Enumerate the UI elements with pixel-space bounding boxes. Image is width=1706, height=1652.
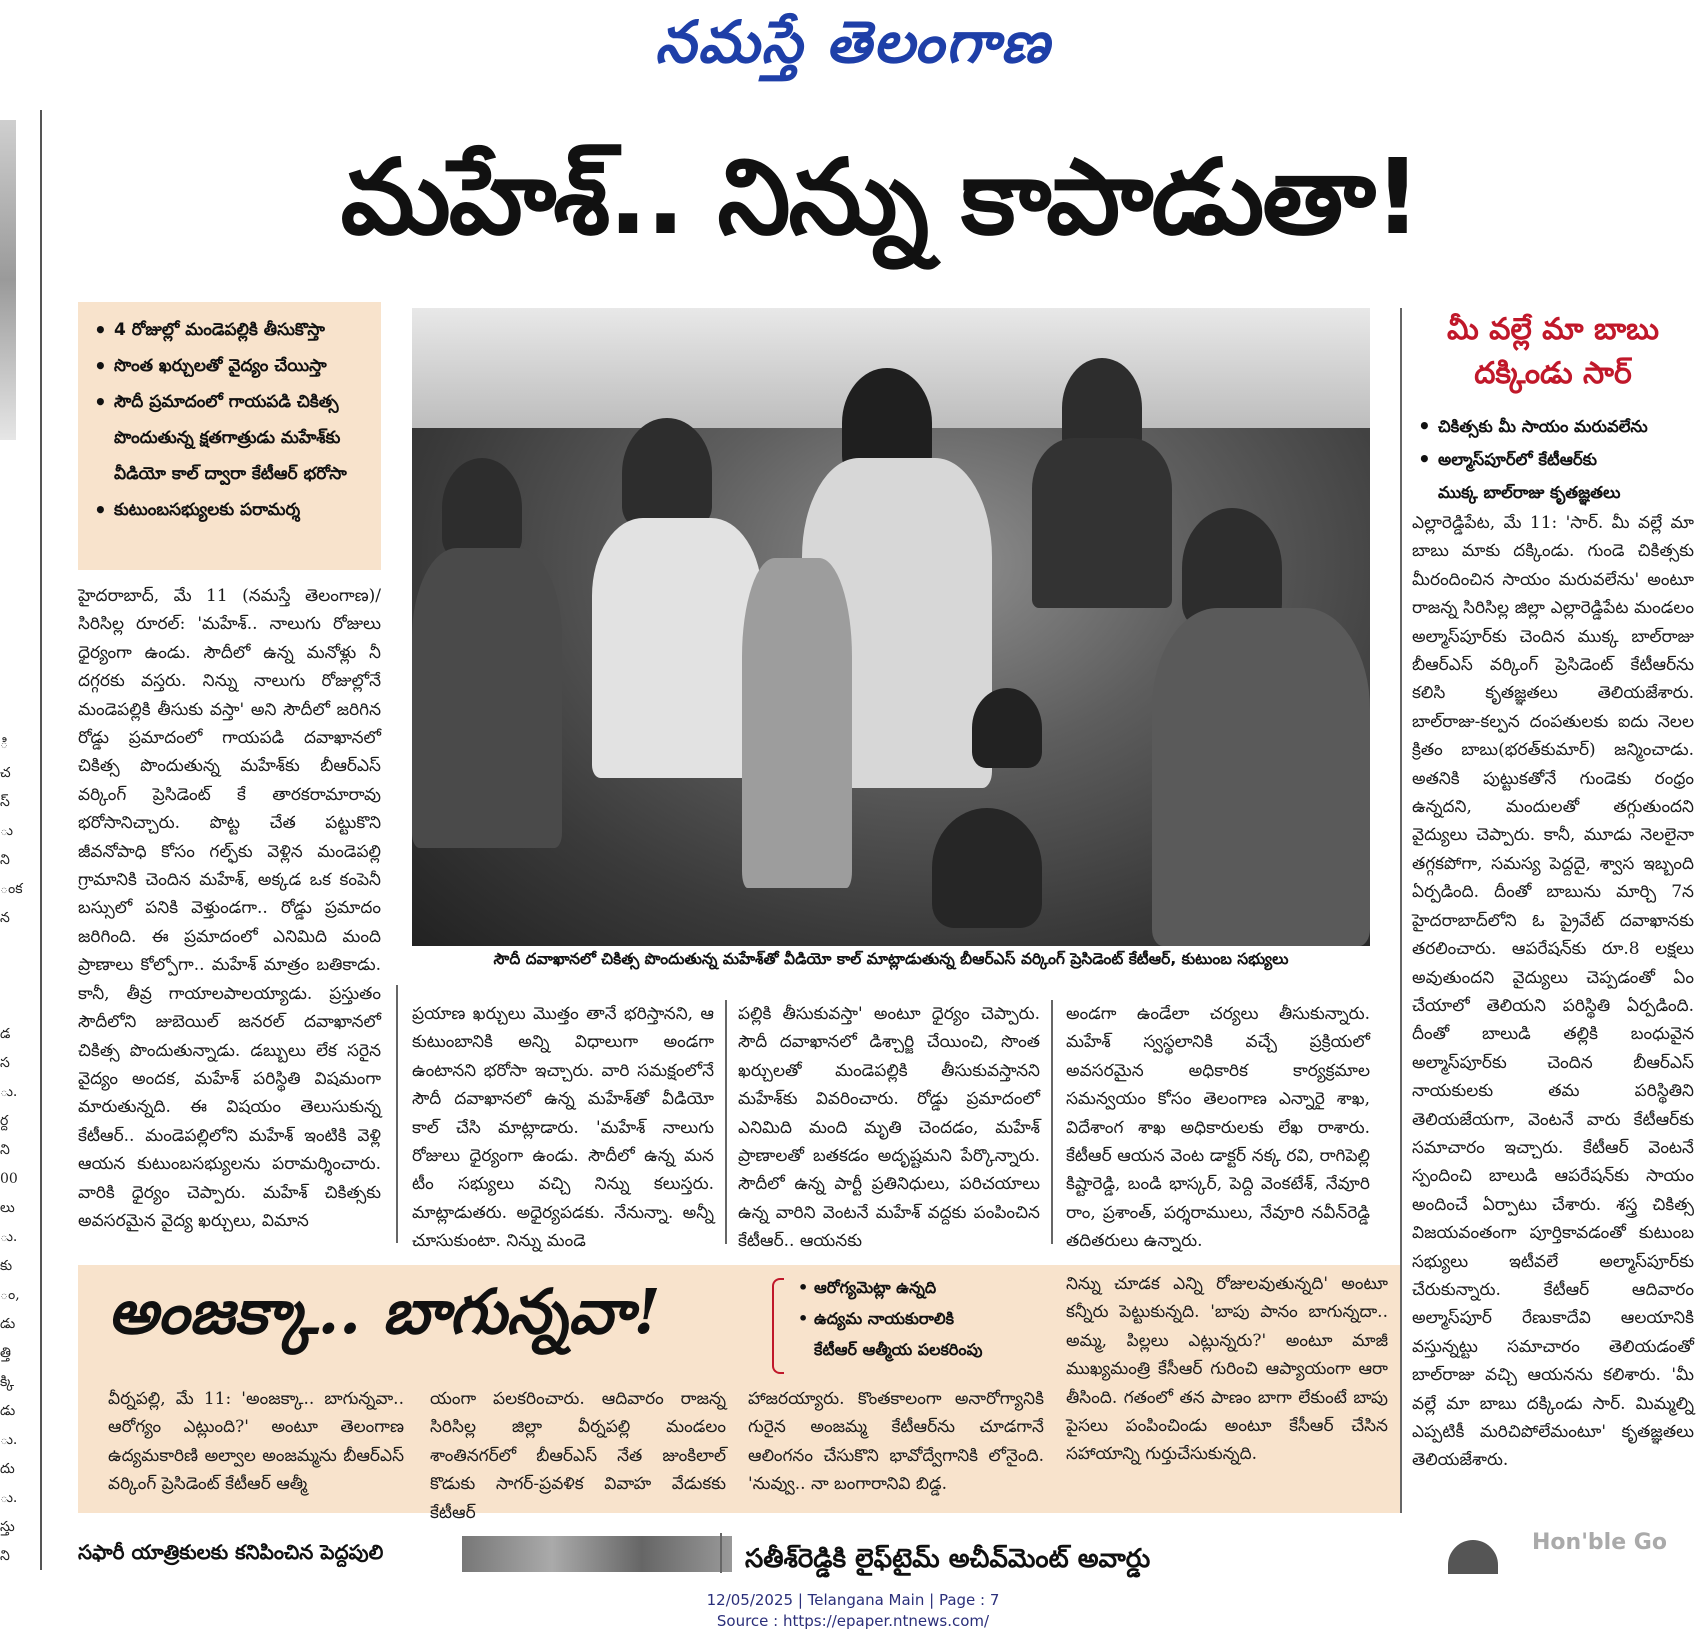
photo-caption: సౌదీ దవాఖానలో చికిత్స పొందుతున్న మహేశ్‌తో వీడియో కాల్ మాట్లాడుతున్న బీఆర్‌ఎస్ వర్కింగ్ ప్రెసిడెంట్ కేటీఆర్, కుటుంబ సభ్యులు bbox=[493, 950, 1289, 968]
anjakka-bullet: • ఆరోగ్యమెట్లా ఉన్నది bbox=[796, 1272, 1042, 1303]
column-divider bbox=[725, 1000, 727, 1244]
main-story-text: పల్లికి తీసుకువస్తా' అంటూ ధైర్యం చెప్పారు. సౌదీ దవాఖానలో డిశ్చార్జి చేయించి, సొంత ఖర్చులతో మండెపల్లికి తీసుకువస్తానని మహేశ్‌కు వివరించారు. రోడ్డు ప్రమాదంలో ఎనిమిది మంది మృతి చెందడం, మహేశ్ ప్రాణాలతో బతకడం అదృష్టమని పేర్కొన్నారు. సౌదీలో ఉన్న పార్టీ ప్రతినిధులు, పరిచయాలు ఉన్న వారిని వెంటనే మహేశ్ వద్దకు పంపించిన కేటీఆర్.. ఆయనకు bbox=[738, 1004, 1040, 1252]
main-story-column-2 bbox=[412, 1000, 714, 1252]
highlight-bullet: • కుటుంబసభ్యులకు పరామర్శ bbox=[92, 492, 371, 528]
main-highlights-box bbox=[78, 302, 381, 570]
side-story-bullets bbox=[1412, 410, 1694, 509]
bullet-bracket bbox=[772, 1278, 784, 1374]
main-story-column-4 bbox=[1066, 1000, 1370, 1252]
highlight-bullet: • సొంత ఖర్చులతో వైద్యం చేయిస్తా bbox=[92, 348, 371, 384]
adjacent-photo-fragment bbox=[0, 120, 16, 440]
main-story-column-3 bbox=[738, 1000, 1040, 1252]
anjakka-text: హాజరయ్యారు. కొంతకాలంగా అనారోగ్యానికి గురైన అంజమ్మ కేటీఆర్‌ను చూడగానే ఆలింగనం చేసుకొని భావోద్వేగానికి లోనైంది. 'నువ్వు.. నా బంగారానివి బిడ్డ. bbox=[748, 1389, 1044, 1495]
column-divider bbox=[396, 985, 398, 1243]
photo-person-shirt bbox=[412, 548, 562, 848]
main-story-column-1 bbox=[78, 582, 381, 1244]
column-divider bbox=[720, 1533, 722, 1573]
anjakka-text: వీర్నపల్లి, మే 11: 'అంజక్కా.. బాగున్నవా.. ఆరోగ్యం ఎట్లుంది?' అంటూ తెలంగాణ ఉద్యమకారిణి అల్వాల అంజమ్మను బీఆర్‌ఎస్ వర్కింగ్ ప్రెసిడెంట్ కేటీఆర్ ఆత్మీ bbox=[108, 1389, 404, 1495]
anjakka-column-2 bbox=[430, 1385, 726, 1523]
anjakka-column-1 bbox=[108, 1385, 404, 1503]
bottom-teaser-banner: Hon'ble Go bbox=[1532, 1530, 1667, 1555]
anjakka-headline: అంజక్కా.. బాగున్నవా! bbox=[108, 1275, 661, 1348]
side-story-text: ఎల్లారెడ్డిపేట, మే 11: 'సార్. మీ వల్లే మా బాబు మాకు దక్కిండు. గుండె చికిత్సకు మీరందించిన సాయం మరువలేను' అంటూ రాజన్న సిరిసిల్ల జిల్లా ఎల్లారెడ్డిపేట మండలం అల్మాస్‌పూర్‌కు చెందిన ముక్క బాల్‌రాజు బీఆర్‌ఎస్ వర్కింగ్ ప్రెసిడెంట్ కేటీఆర్‌ను కలిసి కృతజ్ఞతలు తెలియజేశారు. బాల్‌రాజు-కల్పన దంపతులకు ఐదు నెలల క్రితం బాబు(భరత్‌కుమార్) జన్మించాడు. అతనికి పుట్టుకతోనే గుండెకు రంధ్రం ఉన్నదని, మందులతో తగ్గుతుందని వైద్యులు చెప్పారు. కానీ, మూడు నెలలైనా తగ్గకపోగా, సమస్య పెద్దదై, శ్వాస ఇబ్బంది ఏర్పడింది. దీంతో బాబును మార్చి 7న హైదరాబాద్‌లోని ఓ ప్రైవేట్ దవాఖానకు తరలించారు. ఆపరేషన్‌కు రూ.8 లక్షలు అవుతుందని వైద్యులు చెప్పడంతో ఏం చేయాలో తెలియని పరిస్థితి ఏర్పడింది. దీంతో బాలుడి తల్లికి బంధువైన అల్మాస్‌పూర్‌కు చెందిన బీఆర్‌ఎస్ నాయకులకు తమ పరిస్థితిని తెలియజేయగా, వెంటనే వారు కేటీఆర్‌కు సమాచారం ఇచ్చారు. కేటీఆర్ వెంటనే స్పందించి బాలుడి ఆపరేషన్‌కు సాయం అందించే ఏర్పాటు చేశారు. శస్త్ర చికిత్స విజయవంతంగా పూర్తికావడంతో కుటుంబ సభ్యులు ఇటీవలే అల్మాస్‌పూర్‌కు చేరుకున్నారు. కేటీఆర్ ఆదివారం అల్మాస్‌పూర్ రేణుకాదేవి ఆలయానికి వస్తున్నట్టు సమాచారం తెలియడంతో బాల్‌రాజు వచ్చి ఆయనను కలిశారు. 'మీ వల్లే మా బాబు దక్కిండు సార్. మిమ్మల్ని ఎప్పటికీ మరిచిపోలేమంటూ' కృతజ్ఞతలు తెలియజేశారు. bbox=[1412, 513, 1694, 1471]
side-bullet: • అల్మాస్‌పూర్‌లో కేటీఆర్‌కు bbox=[1412, 443, 1694, 476]
column-divider bbox=[1051, 1000, 1053, 1244]
anjakka-bullet: • ఉద్యమ నాయకురాలికి bbox=[796, 1303, 1042, 1334]
photo-person-head bbox=[442, 458, 522, 558]
bottom-teaser-photo bbox=[462, 1536, 732, 1572]
photo-person-head bbox=[622, 418, 712, 528]
side-story-divider bbox=[1400, 308, 1402, 1513]
masthead-logo: నమస్తే తెలంగాణ bbox=[655, 8, 1051, 76]
photo-person-shirt bbox=[1032, 438, 1172, 608]
side-bullet: ముక్క బాల్‌రాజు కృతజ్ఞతలు bbox=[1438, 483, 1621, 502]
bottom-teaser-headline: సతీశ్‌రెడ్డికి లైఫ్‌టైమ్ అచీవ్‌మెంట్ అవార్డు bbox=[745, 1544, 1151, 1574]
bottom-teaser-headline: సఫారీ యాత్రికులకు కనిపించిన పెద్దపులి bbox=[78, 1540, 384, 1564]
highlight-bullet: • సౌదీ ప్రమాదంలో గాయపడి చికిత్స పొందుతున్న క్షతగాత్రుడు మహేశ్‌కు వీడియో కాల్ ద్వారా కేటీఆర్ భరోసా bbox=[92, 384, 371, 492]
side-story-title bbox=[1412, 308, 1694, 396]
side-title-line: దక్కిండు సార్ bbox=[1474, 356, 1632, 391]
anjakka-column-4 bbox=[1066, 1270, 1388, 1502]
anjakka-bullet: కేటీఆర్ ఆత్మీయ పలకరింపు bbox=[814, 1340, 983, 1359]
photo-child-head bbox=[932, 808, 1042, 928]
side-title-line: మీ వల్లే మా బాబు bbox=[1446, 312, 1660, 347]
main-story-text: హైదరాబాద్, మే 11 (నమస్తే తెలంగాణ)/సిరిసిల్ల రూరల్: 'మహేశ్.. నాలుగు రోజులు ధైర్యంగా ఉండు. సౌదీలో ఉన్న మనోళ్లు నీ దగ్గరకు వస్తరు. నిన్ను నాలుగు రోజుల్లోనే మండెపల్లికి తీసుకు వస్తా' అని సౌదీలో జరిగిన రోడ్డు ప్రమాదంలో గాయపడి దవాఖానలో చికిత్స పొందుతున్న మహేశ్‌కు బీఆర్‌ఎస్ వర్కింగ్ ప్రెసిడెంట్ కే తారకరామారావు భరోసానిచ్చారు. పొట్ట చేత పట్టుకొని జీవనోపాధి కోసం గల్ఫ్‌కు వెళ్లిన మండెపల్లి గ్రామానికి చెందిన మహేశ్, అక్కడ ఒక కంపెనీ బస్సులో పనికి వెళ్తుండగా.. రోడ్డు ప్రమాదం జరిగింది. ఈ ప్రమాదంలో ఎనిమిది మంది ప్రాణాలు కోల్పోగా.. మహేశ్ మాత్రం బతికాడు. కానీ, తీవ్ర గాయాలపాలయ్యాడు. ప్రస్తుతం సౌదీలోని జుబెయిల్ జనరల్ దవాఖానలో చికిత్స పొందుతున్నాడు. డబ్బులు లేక సరైన వైద్యం అందక, మహేశ్ పరిస్థితి విషమంగా మారుతున్నది. ఈ విషయం తెలుసుకున్న కేటీఆర్.. మండెపల్లిలోని మహేశ్ ఇంటికి వెళ్లి ఆయన కుటుంబసభ్యులను పరామర్శించారు. వారికి ధైర్యం చెప్పారు. మహేశ్ చికిత్సకు అవసరమైన వైద్య ఖర్చులు, విమాన bbox=[78, 586, 381, 1231]
highlight-bullet: • 4 రోజుల్లో మండెపల్లికి తీసుకొస్తా bbox=[92, 312, 371, 348]
page-footer bbox=[0, 1590, 1706, 1632]
adjacent-column-sliver bbox=[0, 110, 42, 1570]
main-headline: మహేశ్.. నిన్ను కాపాడుతా! bbox=[340, 136, 1420, 258]
footer-date-page: 12/05/2025 | Telangana Main | Page : 7 bbox=[706, 1591, 1000, 1609]
main-story-text: ప్రయాణ ఖర్చులు మొత్తం తానే భరిస్తానని, ఆ కుటుంబానికి అన్ని విధాలుగా అండగా ఉంటానని భరోసా ఇచ్చారు. వారి సమక్షంలోనే సౌదీ దవాఖానలో ఉన్న మహేశ్‌తో వీడియో కాల్ చేసి మాట్లాడారు. 'మహేశ్ నాలుగు రోజులు ధైర్యంగా ఉండు. సౌదీలో ఉన్న మన టీం సభ్యులు వచ్చి నిన్ను కలుస్తరు. మాట్లాడుతరు. అధైర్యపడకు. నేనున్నా. అన్నీ చూసుకుంటా. నిన్ను మండె bbox=[412, 1004, 714, 1252]
anjakka-text: యంగా పలకరించారు. ఆదివారం రాజన్న సిరిసిల్ల జిల్లా వీర్నపల్లి మండలం శాంతినగర్‌లో బీఆర్‌ఎస్ నేత జుంకిలాల్ కొడుకు సాగర్-ప్రవళిక వివాహ వేడుకకు కేటీఆర్ bbox=[430, 1389, 726, 1523]
side-bullet: • చికిత్సకు మీ సాయం మరువలేను bbox=[1412, 410, 1694, 443]
bottom-teaser-photo bbox=[1448, 1540, 1498, 1574]
anjakka-column-3 bbox=[748, 1385, 1044, 1503]
photo-child-head bbox=[972, 688, 1042, 768]
main-news-photo bbox=[412, 308, 1370, 946]
photo-person-shirt bbox=[592, 518, 762, 778]
adjacent-text-fragment: ి చ స్ ు ని ంక న డ స ు. ర్ద ని 00 లు ు. కు ం, డు త్తి క్కి డు ు. దు ు. స్తు ని bbox=[0, 736, 23, 1564]
footer-source-link[interactable]: Source : https://epaper.ntnews.com/ bbox=[716, 1612, 990, 1630]
side-story-body bbox=[1412, 509, 1694, 1474]
anjakka-text: నిన్ను చూడక ఎన్ని రోజులవుతున్నది' అంటూ కన్నీరు పెట్టుకున్నది. 'బాపు పానం బాగున్నదా.. అమ్మ, పిల్లలు ఎట్లున్నరు?' అంటూ మాజీ ముఖ్యమంత్రి కేసీఆర్ గురించి ఆప్యాయంగా ఆరా తీసింది. గతంలో తన పాణం బాగా లేకుంటే బాపు పైసలు పంపించిండు అంటూ కేసీఆర్ చేసిన సహాయాన్ని గుర్తుచేసుకున్నది. bbox=[1066, 1274, 1388, 1465]
anjakka-bullets bbox=[772, 1272, 1042, 1365]
photo-person-shirt bbox=[1152, 608, 1370, 946]
photo-person-saree bbox=[742, 558, 852, 888]
side-story bbox=[1412, 308, 1694, 1474]
main-story-text: అండగా ఉండేలా చర్యలు తీసుకున్నారు. మహేశ్ స్వస్థలానికి వచ్చే ప్రక్రియలో అవసరమైన అధికారిక కార్యక్రమాల సమన్వయం కోసం తెలంగాణ ఎన్నారై శాఖ, విదేశాంగ శాఖ అధికారులకు లేఖ రాశారు. కేటీఆర్ ఆయన వెంట డాక్టర్ నక్క రవి, రాగిపెల్లి కిష్టారెడ్డి, బండి భాస్కర్, పెద్ది వెంకటేశ్, నేవూరి రాం, ప్రశాంత్, పర్శరాములు, నేవూరి నవీన్‌రెడ్డి తదితరులు ఉన్నారు. bbox=[1066, 1004, 1370, 1252]
